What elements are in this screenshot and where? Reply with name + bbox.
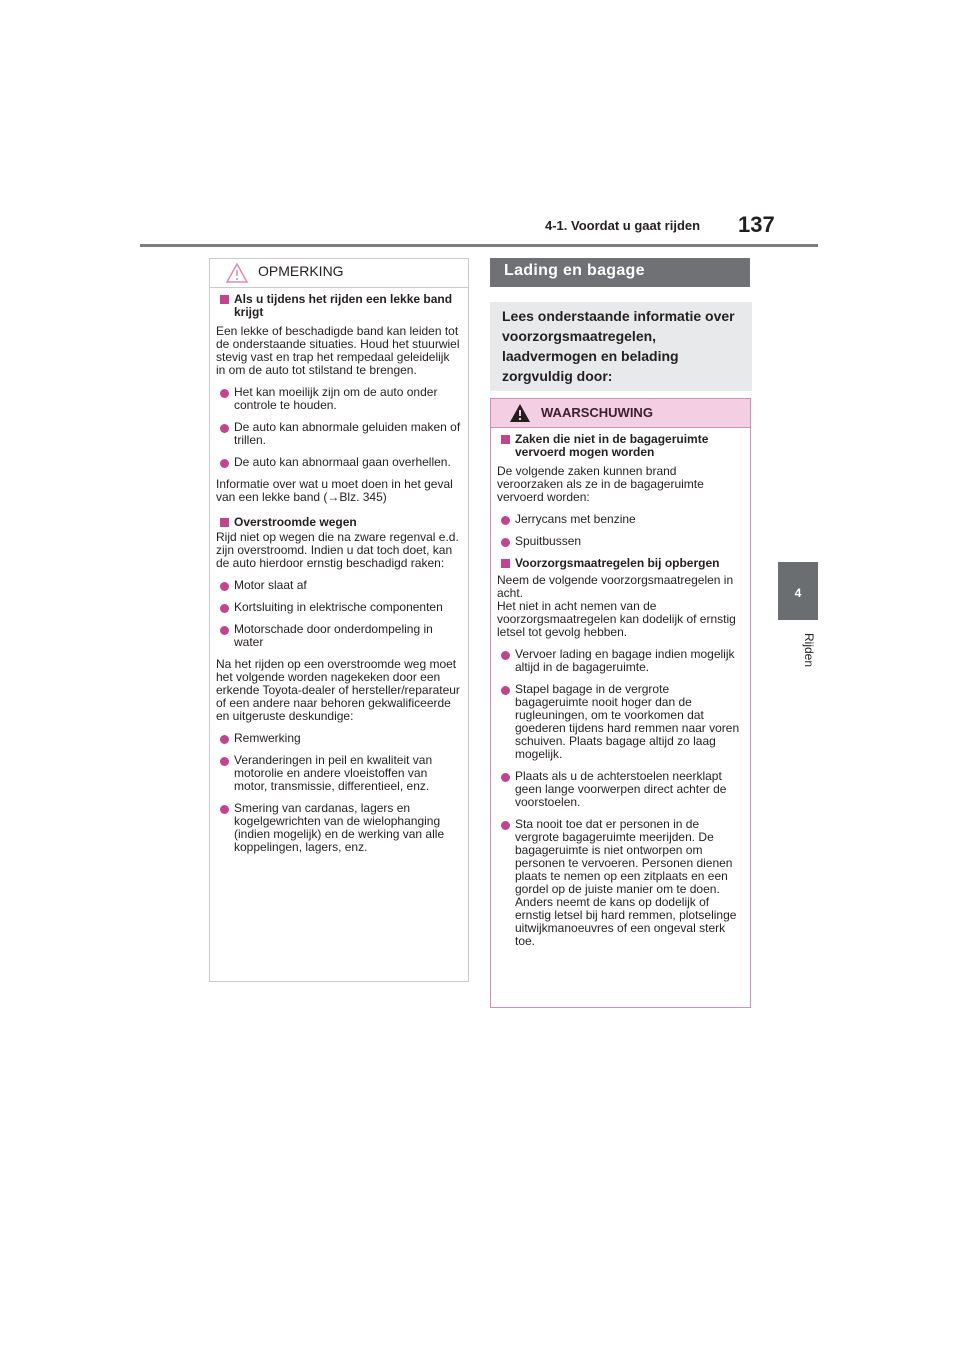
chapter-number: 4 (794, 586, 802, 600)
caution-icon (226, 263, 248, 283)
list-item: Motor slaat af (216, 579, 462, 592)
note-title: OPMERKING (258, 263, 344, 279)
list-item: Vervoer lading en bagage indien mogelijk altijd in de bagageruimte. (497, 648, 744, 674)
dot-bullet-icon (220, 424, 229, 433)
list-item: Stapel bagage in de vergrote bagageruimte nooit hoger dan de rugleuningen, om te voorkomen dat goederen tijdens hard remmen naar voren schuiven. Plaats bagage altijd zo laag mogelijk. (497, 683, 744, 761)
note-box (209, 258, 469, 982)
note-header (210, 259, 468, 288)
note-text-flooded: Rijd niet op wegen die na zware regenval e.d. zijn overstroomd. Indien u dat toch doet, kan de auto hierdoor ernstig beschadigd raken: (216, 530, 459, 570)
dot-bullet-icon (220, 757, 229, 766)
section-intro: Lees onderstaande informatie over voorzorgsmaatregelen, laadvermogen en belading zorgvuldig door: (490, 302, 752, 391)
dot-bullet-icon (220, 735, 229, 744)
note-text-flat-tire: Een lekke of beschadigde band kan leiden tot de onderstaande situaties. Houd het stuurwiel stevig vast en trap het rempedaal geleidelijk in om de auto tot stilstand te brengen. (216, 324, 460, 377)
list-item: Jerrycans met benzine (497, 513, 744, 526)
square-bullet-icon (220, 518, 229, 527)
square-bullet-icon (501, 559, 510, 568)
dot-bullet-icon (220, 805, 229, 814)
note-heading-flat-tire: Als u tijdens het rijden een lekke band krijgt (216, 293, 462, 319)
dot-bullet-icon (220, 459, 229, 468)
dot-bullet-icon (220, 604, 229, 613)
dot-bullet-icon (501, 538, 510, 547)
warning-header (491, 399, 750, 428)
dot-bullet-icon (501, 773, 510, 782)
list-item: Motorschade door onderdompeling in water (216, 623, 462, 649)
dot-bullet-icon (501, 821, 510, 830)
list-item: Smering van cardanas, lagers en kogelgewrichten van de wielophanging (indien mogelijk) en de werking van alle koppelingen, lagers, enz. (216, 802, 462, 854)
list-item: Sta nooit toe dat er personen in de vergrote bagageruimte meerijden. De bagageruimte is niet ontworpen om personen te vervoeren. Personen dienen plaats te nemen op een zitplaats en een gordel op de juiste manier om te doen. Anders neemt de kans op dodelijk of ernstig letsel bij hard remmen, plotselinge uitwijkmanoeuvres of een ongeval sterk toe. (497, 818, 744, 948)
header-divider (140, 244, 818, 247)
warning-icon (509, 403, 531, 423)
page-number: 137 (738, 212, 775, 237)
page-reference: Informatie over wat u moet doen in het geval van een lekke band (→Blz. 345) (216, 477, 453, 504)
warning-heading-storage: Voorzorgsmaatregelen bij opbergen (497, 557, 744, 570)
note-heading-flooded-roads: Overstroomde wegen (216, 516, 462, 529)
warning-text-prohibited: De volgende zaken kunnen brand veroorzaken als ze in de bagageruimte vervoerd worden: (497, 464, 704, 504)
warning-heading-prohibited-items: Zaken die niet in de bagageruimte vervoerd mogen worden (497, 433, 744, 459)
dot-bullet-icon (220, 389, 229, 398)
note-text-after-flood: Na het rijden op een overstroomde weg moet het volgende worden nagekeken door een erkende Toyota-dealer of hersteller/reparateur of een andere naar behoren gekwalificeerde en uitgeruste deskundige: (216, 657, 460, 723)
list-item: Plaats als u de achterstoelen neerklapt geen lange voorwerpen direct achter de voorstoelen. (497, 770, 744, 809)
warning-box (490, 398, 751, 1008)
list-item: Remwerking (216, 732, 462, 745)
dot-bullet-icon (501, 686, 510, 695)
section-title: Lading en bagage (504, 262, 645, 279)
list-item: Kortsluiting in elektrische componenten (216, 601, 462, 614)
list-item: De auto kan abnormale geluiden maken of trillen. (216, 421, 462, 447)
warning-title: WAARSCHUWING (541, 405, 653, 420)
section-header: 4-1. Voordat u gaat rijden (545, 218, 701, 233)
dot-bullet-icon (220, 582, 229, 591)
chapter-label: Rijden (802, 633, 816, 668)
dot-bullet-icon (220, 626, 229, 635)
list-item: Veranderingen in peil en kwaliteit van motorolie en andere vloeistoffen van motor, transmissie, differentieel, enz. (216, 754, 462, 793)
list-item: De auto kan abnormaal gaan overhellen. (216, 456, 462, 469)
dot-bullet-icon (501, 516, 510, 525)
chapter-tab (778, 562, 818, 620)
list-item: Het kan moeilijk zijn om de auto onder controle te houden. (216, 386, 462, 412)
section-title-bar (490, 258, 750, 287)
warning-text-storage: Neem de volgende voorzorgsmaatregelen in acht. Het niet in acht nemen van de voorzorgsmaatregelen kan dodelijk of ernstig letsel tot gevolg hebben. (497, 573, 736, 639)
list-item: Spuitbussen (497, 535, 744, 548)
square-bullet-icon (501, 435, 510, 444)
square-bullet-icon (220, 295, 229, 304)
dot-bullet-icon (501, 651, 510, 660)
